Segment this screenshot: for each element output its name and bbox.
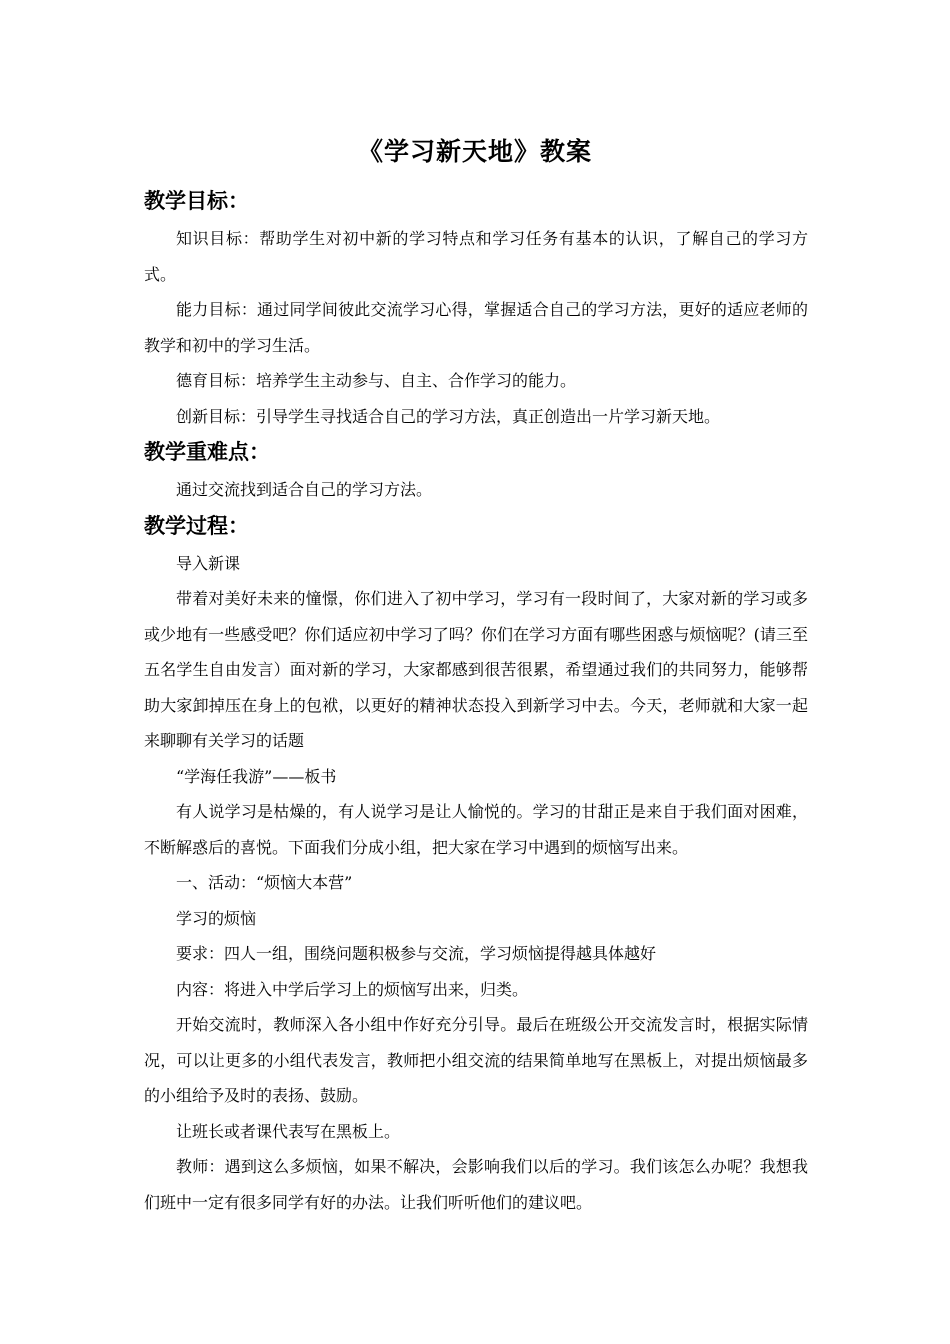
paragraph: 一、活动：“烦恼大本营”: [176, 873, 353, 892]
paragraph: 通过交流找到适合自己的学习方法。: [176, 480, 433, 499]
section-teaching-goals: [144, 183, 808, 434]
paragraph: “学海任我游”——板书: [176, 766, 337, 786]
paragraph: 开始交流时，教师深入各小组中作好充分引导。最后在班级公开交流发言时，根据实际情况，可以让更多的小组代表发言，教师把小组交流的结果简单地写在黑板上，对提出烦恼最多的小组给予及时的表扬、鼓励。: [144, 1015, 808, 1105]
paragraph: 知识目标：帮助学生对初中新的学习特点和学习任务有基本的认识，了解自己的学习方式。: [144, 229, 808, 284]
paragraph: 教师：遇到这么多烦恼，如果不解决，会影响我们以后的学习。我们该怎么办呢？我想我们班中一定有很多同学有好的办法。让我们听听他们的建议吧。: [144, 1157, 808, 1212]
section-heading: 教学重难点：: [144, 440, 270, 464]
document-title: 《学习新天地》教案: [357, 137, 592, 166]
paragraph: 有人说学习是枯燥的，有人说学习是让人愉悦的。学习的甘甜正是来自于我们面对困难，不断解惑后的喜悦。下面我们分成小组，把大家在学习中遇到的烦恼写出来。: [144, 802, 808, 857]
section-heading: 教学目标：: [144, 189, 249, 213]
paragraph: 带着对美好未来的憧憬，你们进入了初中学习，学习有一段时间了，大家对新的学习或多或少地有一些感受吧？你们适应初中学习了吗？你们在学习方面有哪些困惑与烦恼呢？(请三至五名学生自由发言）面对新的学习，大家都感到很苦很累，希望通过我们的共同努力，能够帮助大家卸掉压在身上的包袱，以更好的精神状态投入到新学习中去。今天，老师就和大家一起来聊聊有关学习的话题: [144, 589, 808, 750]
paragraph: 德育目标：培养学生主动参与、自主、合作学习的能力。: [176, 371, 577, 390]
section-teaching-process: [144, 508, 808, 1221]
paragraph: 内容：将进入中学后学习上的烦恼写出来，归类。: [176, 979, 529, 999]
paragraph: 能力目标：通过同学间彼此交流学习心得，掌握适合自己的学习方法，更好的适应老师的教学和初中的学习生活。: [144, 300, 808, 355]
paragraph: 要求：四人一组，围绕问题积极参与交流，学习烦恼提得越具体越好: [176, 944, 657, 963]
document-body: [144, 183, 808, 1220]
section-heading: 教学过程：: [144, 513, 249, 538]
paragraph: 导入新课: [176, 553, 241, 573]
section-key-points: [144, 434, 808, 508]
paragraph: 学习的烦恼: [176, 908, 257, 928]
paragraph: 创新目标：引导学生寻找适合自己的学习方法，真正创造出一片学习新天地。: [176, 406, 721, 426]
paragraph: 让班长或者课代表写在黑板上。: [176, 1121, 401, 1141]
